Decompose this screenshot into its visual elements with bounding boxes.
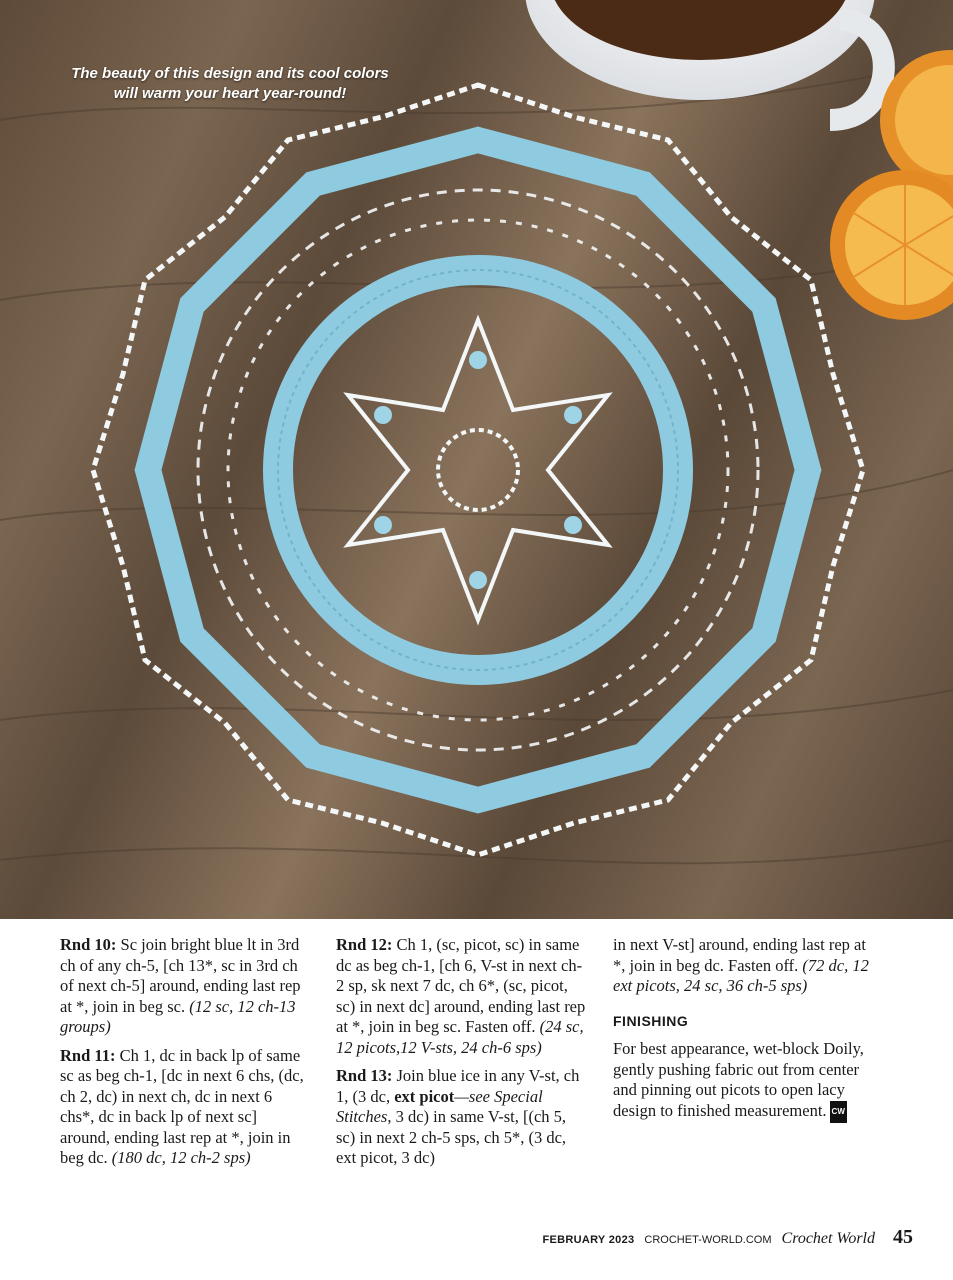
round-13-text-b: , 3 dc) in same V-st, [(ch 5, sc) in next 2 ch-5 sps, ch 5*, (3 dc, ext picot, 3 dc) bbox=[336, 1107, 567, 1167]
round-13-count: (72 dc, 12 ext picots, 24 sc, 36 ch-5 sps) bbox=[613, 955, 869, 995]
round-10-label: Rnd 10: bbox=[60, 935, 117, 954]
caption-line-1: The beauty of this design and its cool colors bbox=[71, 65, 389, 82]
round-13-text-a: Join blue ice in any V-st, ch 1, (3 dc, bbox=[336, 1066, 580, 1106]
footer-website: CROCHET-WORLD.COM bbox=[644, 1234, 772, 1246]
tea-cup bbox=[525, 0, 884, 120]
page-number: 45 bbox=[893, 1226, 913, 1248]
text-column-2 bbox=[336, 935, 586, 1177]
round-11-paragraph bbox=[60, 1046, 310, 1169]
caption-line-2: will warm your heart year-round! bbox=[113, 85, 347, 102]
round-13-paragraph bbox=[336, 1066, 586, 1169]
text-column-3 bbox=[613, 935, 875, 1131]
crochet-doily bbox=[93, 85, 863, 855]
finishing-heading: FINISHING bbox=[613, 1012, 689, 1029]
round-13-continued-text: in next V-st] around, ending last rep at *, join in beg dc. Fasten off. bbox=[613, 935, 866, 975]
round-11-count: (180 dc, 12 ch-2 sps) bbox=[111, 1148, 251, 1167]
round-12-count: (24 sc, 12 picots,12 V-sts, 24 ch-6 sps) bbox=[336, 1017, 584, 1057]
round-13-bold-term: ext picot bbox=[394, 1086, 455, 1106]
round-12-text: Ch 1, (sc, picot, sc) in same dc as beg ch-1, [ch 6, V-st in next ch-2 sp, sk next 7 dc, ch 6*, (sc, picot, sc) in next dc] around, ending last rep at *, join in beg sc. Fasten off. bbox=[336, 935, 586, 1036]
dried-orange-slice bbox=[830, 50, 953, 320]
round-10-paragraph bbox=[60, 935, 310, 1038]
finishing-paragraph bbox=[613, 1039, 875, 1123]
round-11-text: Ch 1, dc in back lp of same sc as beg ch-1, [dc in next 6 chs, (dc, ch 2, dc) in next ch, dc in next 6 chs*, dc in back lp of next sc] around, ending last rep at *, join in beg dc. bbox=[60, 1045, 304, 1167]
round-10-count: (12 sc, 12 ch-13 groups) bbox=[60, 996, 296, 1036]
finishing-text: For best appearance, wet-block Doily, gently pushing fabric out from center and pinning out picots to open lacy design to finished measurement. bbox=[613, 1039, 864, 1120]
photo-caption bbox=[40, 64, 420, 104]
round-12-label: Rnd 12: bbox=[336, 935, 393, 954]
cw-end-badge: CW bbox=[830, 1101, 847, 1124]
round-13-label: Rnd 13: bbox=[336, 1066, 393, 1085]
round-11-label: Rnd 11: bbox=[60, 1045, 116, 1065]
footer-magazine-title: Crochet World bbox=[781, 1230, 875, 1247]
round-13-italic-note: —see Special Stitches bbox=[336, 1086, 543, 1126]
footer-date: FEBRUARY 2023 bbox=[542, 1234, 635, 1246]
round-13-continued-paragraph bbox=[613, 935, 875, 997]
text-column-1 bbox=[60, 935, 310, 1177]
page-footer bbox=[542, 1226, 913, 1249]
round-10-text: Sc join bright blue lt in 3rd ch of any ch-5, [ch 13*, sc in 3rd ch of next ch-5] around, ending last rep at *, join in beg sc. bbox=[60, 935, 301, 1016]
round-12-paragraph bbox=[336, 935, 586, 1058]
